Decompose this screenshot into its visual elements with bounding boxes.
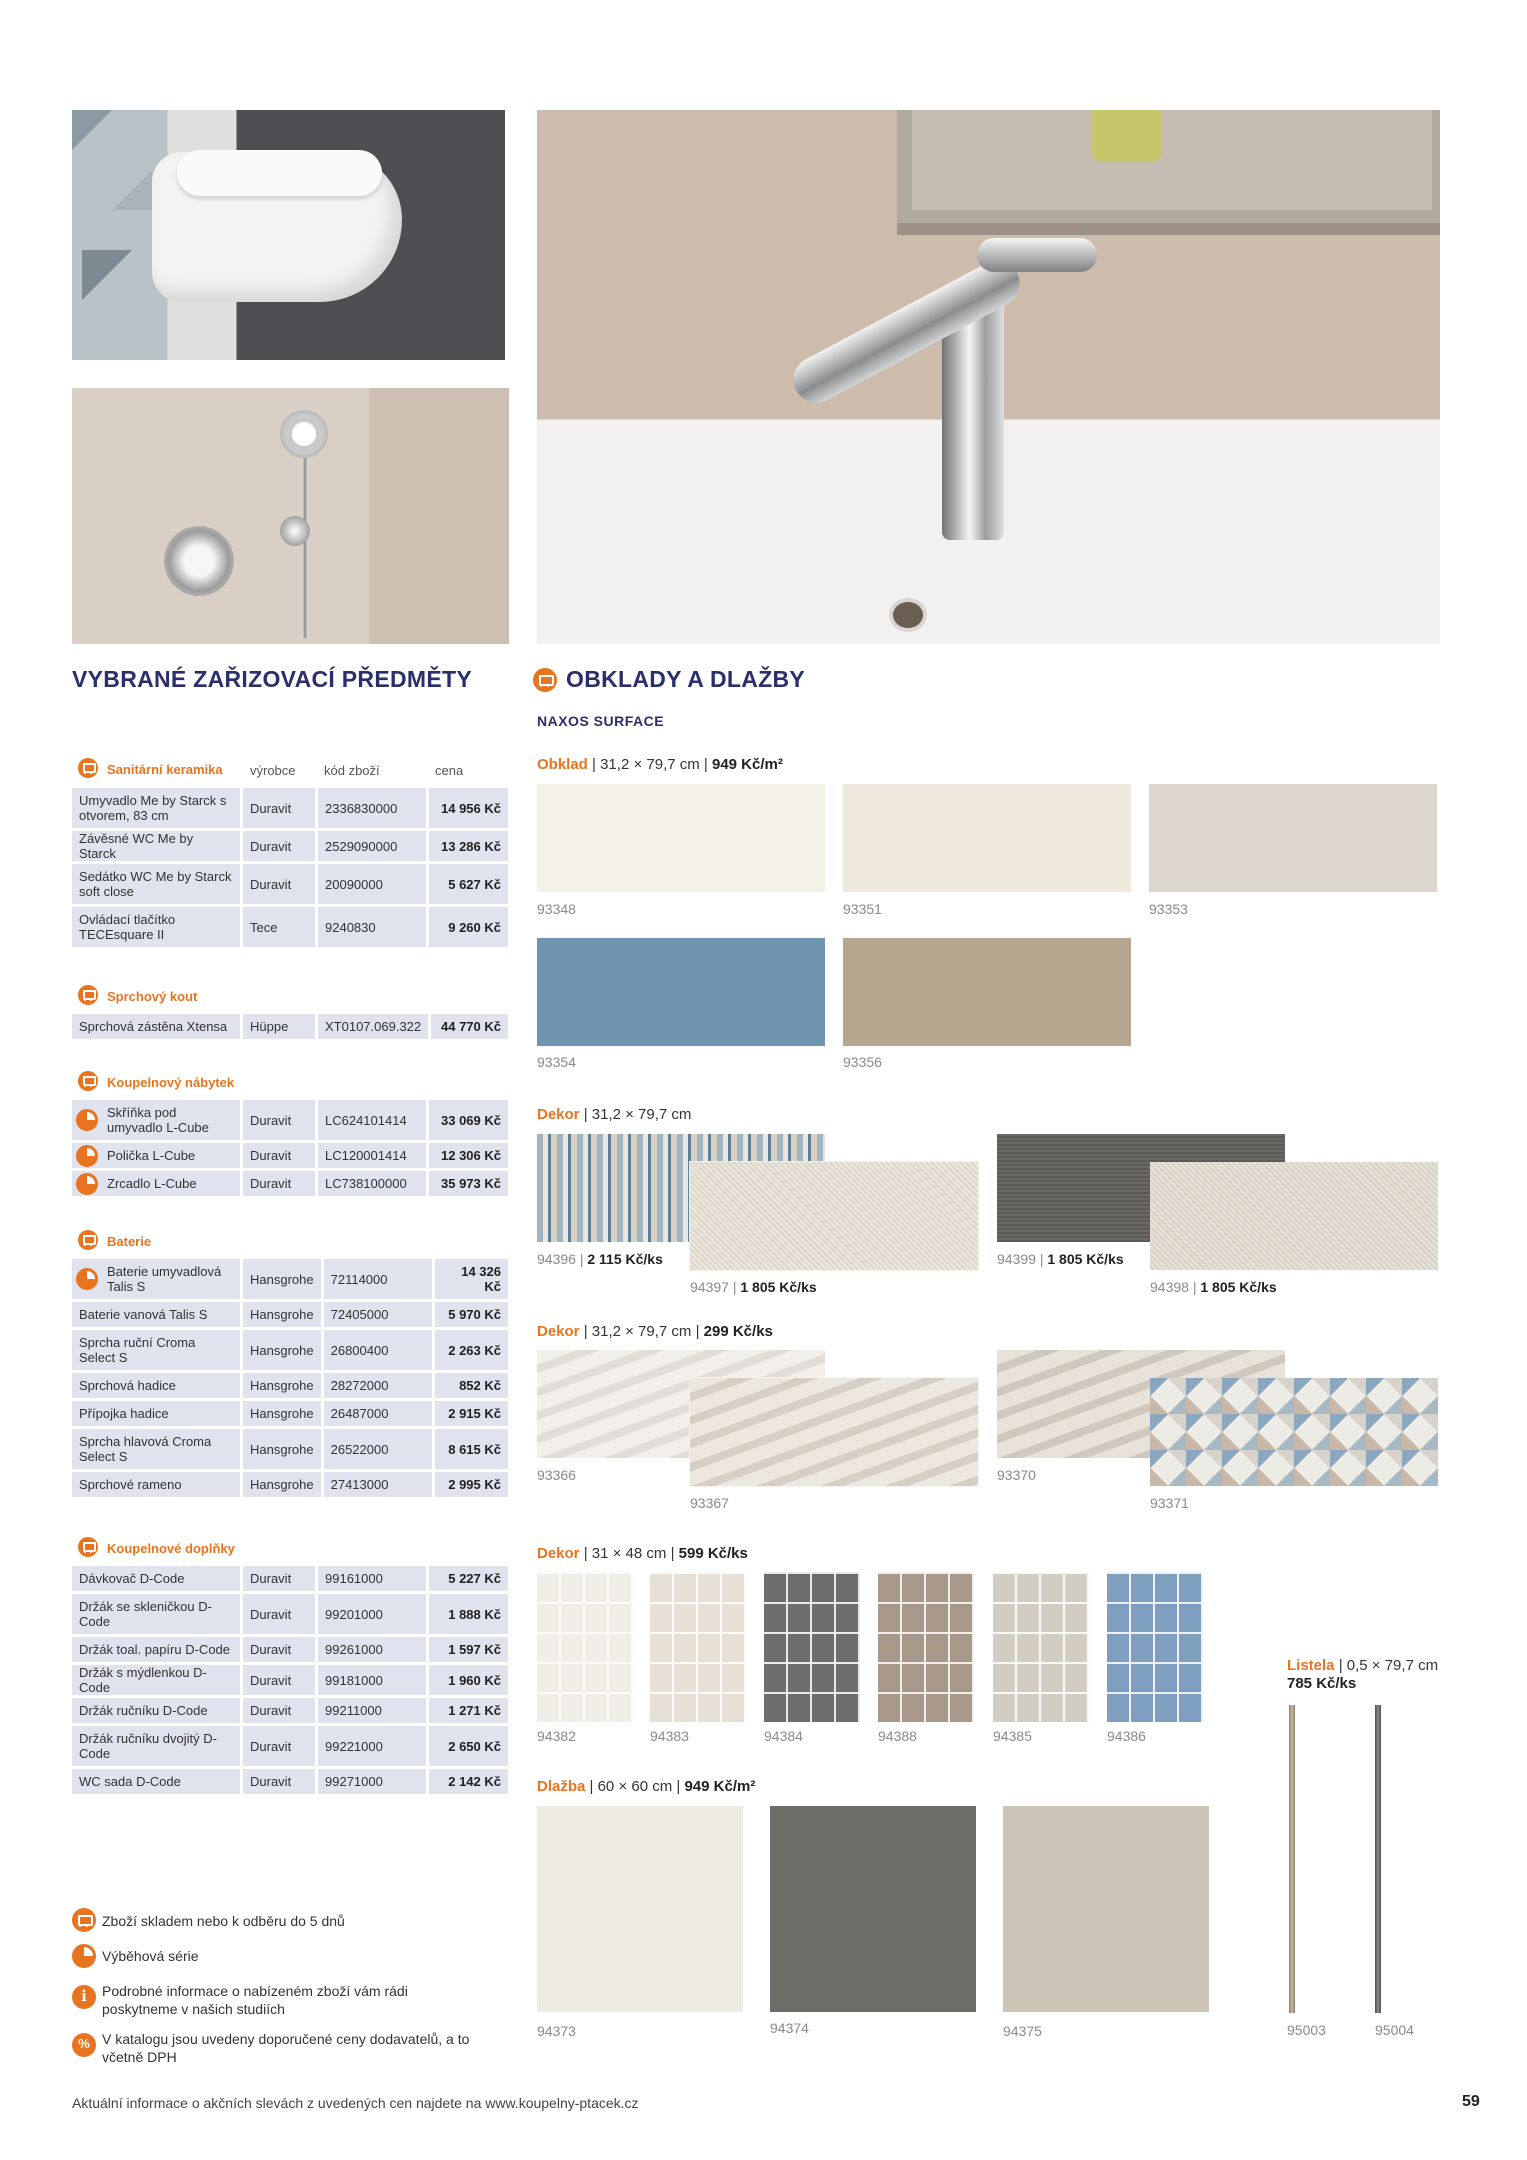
tile-code: 95003	[1287, 2022, 1326, 2038]
footer-note: Aktuální informace o akčních slevách z uvedených cen najdete na www.koupelny-ptacek.cz	[72, 2095, 639, 2111]
tile-code: 93351	[843, 901, 882, 917]
tile-swatch	[690, 1162, 978, 1270]
faucet-photo	[537, 110, 1440, 644]
table-row: Držák s mýdlenkou D-Code Duravit 99181000 1 960 Kč	[72, 1665, 508, 1695]
tile-code: 94386	[1107, 1728, 1146, 1744]
product-table	[72, 1563, 508, 1797]
tile-code-price: 94396 | 2 115 Kč/ks	[537, 1251, 663, 1267]
tile-swatch	[1003, 1806, 1209, 2012]
tile-code: 94375	[1003, 2023, 1042, 2039]
legend-info: Podrobné informace o nabízeném zboží vám rádi poskytneme v našich studiích	[102, 1983, 408, 2017]
clearance-icon	[76, 1173, 98, 1195]
table-row: Sprcha hlavová Croma Select S Hansgrohe 26522000 8 615 Kč	[72, 1429, 508, 1469]
column-head-code: kód zboží	[324, 763, 380, 778]
tile-code: 94373	[537, 2023, 576, 2039]
tile-code-price: 94399 | 1 805 Kč/ks	[997, 1251, 1124, 1267]
clearance-icon	[76, 1268, 98, 1290]
table-row: Držák ručníku D-Code Duravit 99211000 1 271 Kč	[72, 1698, 508, 1723]
tile-swatch	[537, 938, 825, 1046]
tile-code: 94385	[993, 1728, 1032, 1744]
column-head-price: cena	[435, 763, 464, 778]
cart-icon	[78, 985, 98, 1005]
tile-code: 93356	[843, 1054, 882, 1070]
left-heading: VYBRANÉ ZAŘIZOVACÍ PŘEDMĚTY	[72, 666, 472, 692]
cart-icon	[533, 668, 557, 692]
table-row: Závěsné WC Me by Starck Duravit 2529090000 13 286 Kč	[72, 831, 508, 861]
cart-icon	[78, 758, 98, 778]
tile-code-price: 94397 | 1 805 Kč/ks	[690, 1279, 817, 1295]
tile-code: 93353	[1149, 901, 1188, 917]
table-row: Polička L-Cube Duravit LC120001414 12 306 Kč	[72, 1143, 508, 1168]
shower-photo	[72, 388, 509, 644]
tile-code: 95004	[1375, 2022, 1414, 2038]
obklad-label: Obklad | 31,2 × 79,7 cm | 949 Kč/m²	[537, 756, 783, 773]
tile-swatch	[690, 1378, 978, 1486]
tile-code: 94374	[770, 2020, 809, 2036]
mosaic-swatch	[537, 1572, 633, 1722]
tile-code: 94382	[537, 1728, 576, 1744]
product-table	[72, 1097, 508, 1199]
section-title: Koupelnové doplňky	[107, 1541, 235, 1556]
cart-icon	[72, 1908, 96, 1932]
tile-code: 93348	[537, 901, 576, 917]
tile-code-price: 94398 | 1 805 Kč/ks	[1150, 1279, 1277, 1295]
tile-code: 94384	[764, 1728, 803, 1744]
section-title: Sanitární keramika	[107, 762, 223, 777]
discount-icon: %	[72, 2033, 96, 2057]
tile-code: 93367	[690, 1495, 729, 1511]
table-row: WC sada D-Code Duravit 99271000 2 142 Kč	[72, 1769, 508, 1794]
table-row: Sprchová zástěna Xtensa Hüppe XT0107.069.322 44 770 Kč	[72, 1014, 508, 1039]
section-title: Sprchový kout	[107, 989, 198, 1004]
mosaic-swatch	[993, 1572, 1089, 1722]
tile-swatch	[843, 784, 1131, 892]
tile-code: 94388	[878, 1728, 917, 1744]
mosaic-swatch	[764, 1572, 860, 1722]
dekor-label: Dekor | 31,2 × 79,7 cm	[537, 1106, 692, 1123]
mosaic-swatch	[878, 1572, 974, 1722]
product-table	[72, 785, 508, 950]
mosaic-swatch	[1107, 1572, 1203, 1722]
product-table	[72, 1256, 508, 1500]
table-row: Držák ručníku dvojitý D-Code Duravit 99221000 2 650 Kč	[72, 1726, 508, 1766]
clearance-icon	[72, 1944, 96, 1968]
tile-swatch	[843, 938, 1131, 1046]
table-row: Umyvadlo Me by Starck s otvorem, 83 cm Duravit 2336830000 14 956 Kč	[72, 788, 508, 828]
series-name: NAXOS SURFACE	[537, 713, 665, 729]
tile-swatch	[1149, 784, 1437, 892]
page-number: 59	[1462, 2093, 1480, 2110]
dekor-label: Dekor | 31 × 48 cm | 599 Kč/ks	[537, 1545, 748, 1562]
tile-code: 93371	[1150, 1495, 1189, 1511]
clearance-icon	[76, 1109, 98, 1131]
legend-clearance: Výběhová série	[102, 1948, 199, 1964]
table-row: Sprchová hadice Hansgrohe 28272000 852 Kč	[72, 1373, 508, 1398]
right-heading: OBKLADY A DLAŽBY	[566, 666, 806, 692]
table-row: Dávkovač D-Code Duravit 99161000 5 227 Kč	[72, 1566, 508, 1591]
table-row: Sedátko WC Me by Starck soft close Duravit 20090000 5 627 Kč	[72, 864, 508, 904]
table-row: Skříňka pod umyvadlo L-Cube Duravit LC624101414 33 069 Kč	[72, 1100, 508, 1140]
section-title: Baterie	[107, 1234, 152, 1249]
column-head-mfr: výrobce	[250, 763, 296, 778]
table-row: Přípojka hadice Hansgrohe 26487000 2 915 Kč	[72, 1401, 508, 1426]
product-table	[72, 1011, 508, 1042]
clearance-icon	[76, 1145, 98, 1167]
listela-strip	[1375, 1705, 1381, 2013]
table-row: Držák se skleničkou D-Code Duravit 99201000 1 888 Kč	[72, 1594, 508, 1634]
mosaic-swatch	[650, 1572, 746, 1722]
tile-swatch	[1150, 1162, 1438, 1270]
toilet-photo	[72, 110, 505, 360]
legend-prices: V katalogu jsou uvedeny doporučené ceny dodavatelů, a to včetně DPH	[102, 2031, 470, 2065]
tile-code: 94383	[650, 1728, 689, 1744]
listela-label: Listela | 0,5 × 79,7 cm 785 Kč/ks	[1287, 1657, 1439, 1692]
section-title: Koupelnový nábytek	[107, 1075, 235, 1090]
table-row: Sprcha ruční Croma Select S Hansgrohe 26800400 2 263 Kč	[72, 1330, 508, 1370]
tile-code: 93354	[537, 1054, 576, 1070]
cart-icon	[78, 1230, 98, 1250]
info-icon: i	[72, 1985, 96, 2009]
legend-stock: Zboží skladem nebo k odběru do 5 dnů	[102, 1913, 345, 1929]
tile-code: 93370	[997, 1467, 1036, 1483]
dekor-label: Dekor | 31,2 × 79,7 cm | 299 Kč/ks	[537, 1323, 773, 1340]
table-row: Sprchové rameno Hansgrohe 27413000 2 995 Kč	[72, 1472, 508, 1497]
tile-code: 93366	[537, 1467, 576, 1483]
tile-swatch	[770, 1806, 976, 2012]
table-row: Baterie umyvadlová Talis S Hansgrohe 72114000 14 326 Kč	[72, 1259, 508, 1299]
tile-swatch	[537, 1806, 743, 2012]
table-row: Ovládací tlačítko TECEsquare II Tece 9240830 9 260 Kč	[72, 907, 508, 947]
dlazba-label: Dlažba | 60 × 60 cm | 949 Kč/m²	[537, 1778, 756, 1795]
cart-icon	[78, 1537, 98, 1557]
tile-swatch	[1150, 1378, 1438, 1486]
listela-strip	[1289, 1705, 1295, 2013]
tile-swatch	[537, 784, 825, 892]
table-row: Baterie vanová Talis S Hansgrohe 72405000 5 970 Kč	[72, 1302, 508, 1327]
table-row: Zrcadlo L-Cube Duravit LC738100000 35 973 Kč	[72, 1171, 508, 1196]
table-row: Držák toal. papíru D-Code Duravit 99261000 1 597 Kč	[72, 1637, 508, 1662]
cart-icon	[78, 1071, 98, 1091]
